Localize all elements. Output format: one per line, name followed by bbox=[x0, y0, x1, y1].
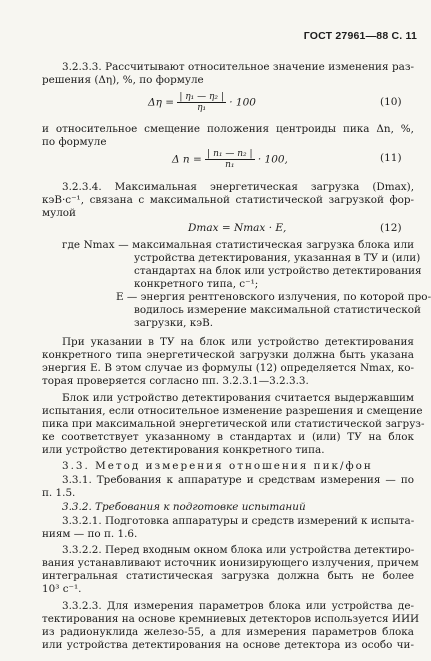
text-line: тектирования на основе кремниевых детекторов используется ИИИ bbox=[42, 613, 420, 625]
text-line: мулой bbox=[42, 207, 76, 219]
text-line: конкретного типа энергетической загрузки должна быть указана bbox=[42, 349, 414, 361]
text-line: Блок или устройство детектирования считается выдержавшим bbox=[62, 392, 414, 404]
text-line: интегральная статистическая загрузка должна быть не более bbox=[42, 570, 414, 582]
formula-11-fraction bbox=[205, 149, 254, 170]
text-line: п. 1.5. bbox=[42, 487, 76, 499]
text-line: где Nmax — максимальная статистическая загрузка блока или bbox=[62, 239, 414, 251]
formula-12-number: (12) bbox=[380, 222, 402, 234]
text-line: вания устанавливают источник ионизирующего излучения, причем bbox=[42, 557, 419, 569]
text-line: пика при максимальной энергетической или статистической загруз- bbox=[42, 418, 425, 430]
formula-11-number: (11) bbox=[380, 152, 402, 164]
formula-10 bbox=[148, 92, 256, 113]
formula-12: Dmax = Nmax · E, bbox=[188, 222, 287, 234]
text-line: испытания, если относительное изменение разрешения и смещение bbox=[42, 405, 423, 417]
text-line: 3.2.3.4. Максимальная энергетическая загрузка (Dmax), bbox=[62, 181, 414, 193]
text-line: стандартах на блок или устройство детектирования bbox=[134, 265, 422, 277]
formula-10-fraction bbox=[177, 92, 226, 113]
text-line: загрузки, кэВ. bbox=[134, 317, 214, 329]
formula-10-denominator: η₁ bbox=[197, 103, 207, 113]
formula-11-denominator: n₁ bbox=[225, 160, 235, 170]
text-line: 3.3.2.1. Подготовка аппаратуры и средств измерений к испыта- bbox=[62, 515, 415, 527]
text-line: из радионуклида железо-55, а для измерения параметров блока bbox=[42, 626, 414, 638]
formula-11-lhs: Δ n = bbox=[172, 153, 202, 166]
formula-11-numerator: | n₁ — n₂ | bbox=[207, 149, 253, 159]
text-line: 3.2.3.3. Рассчитывают относительное значение изменения раз- bbox=[62, 61, 414, 73]
formula-10-number: (10) bbox=[380, 96, 402, 108]
text-line: ке соответствует указанному в стандартах и (или) ТУ на блок bbox=[42, 431, 414, 443]
formula-10-numerator: | η₁ — η₂ | bbox=[179, 92, 224, 102]
text-line: E — энергия рентгеновского излучения, по которой про- bbox=[116, 291, 431, 303]
text-line: решения (Δη), %, по формуле bbox=[42, 74, 204, 86]
text-line: 10³ с⁻¹. bbox=[42, 583, 82, 595]
section-heading: 3.3. Метод измерения отношения пик/фон bbox=[62, 460, 373, 472]
text-line: энергия E. В этом случае из формулы (12) определяется Nmax, ко- bbox=[42, 362, 414, 374]
text-line: ниям — по п. 1.6. bbox=[42, 528, 138, 540]
text-line: и относительное смещение положения центроиды пика Δn, %, bbox=[42, 123, 414, 135]
text-line: 3.3.2.3. Для измерения параметров блока или устройства де- bbox=[62, 600, 414, 612]
formula-10-lhs: Δη = bbox=[148, 96, 175, 109]
text-line: устройства детектирования, указанная в ТУ и (или) bbox=[134, 252, 421, 264]
text-line: или устройство детектирования конкретного типа. bbox=[42, 444, 325, 456]
formula-11-rhs: · 100, bbox=[257, 153, 288, 166]
text-line: или устройства детектирования на основе детектора из особо чи- bbox=[42, 639, 414, 651]
text-line: торая проверяется согласно пп. 3.2.3.1—3.2.3.3. bbox=[42, 375, 309, 387]
text-line: кэВ·с⁻¹, связана с максимальной статистической загрузкой фор- bbox=[42, 194, 414, 206]
page-header: ГОСТ 27961—88 С. 11 bbox=[303, 30, 417, 42]
text-line: конкретного типа, с⁻¹; bbox=[134, 278, 259, 290]
text-line: При указании в ТУ на блок или устройство детектирования bbox=[62, 336, 414, 348]
text-line: по формуле bbox=[42, 136, 107, 148]
text-line: 3.3.2.2. Перед входным окном блока или устройства детектиро- bbox=[62, 544, 415, 556]
text-line: водилось измерение максимальной статистической bbox=[134, 304, 421, 316]
formula-10-rhs: · 100 bbox=[229, 96, 256, 109]
text-line: 3.3.1. Требования к аппаратуре и средствам измерения — по bbox=[62, 474, 414, 486]
formula-11 bbox=[172, 149, 288, 170]
subsection-heading: 3.3.2. Требования к подготовке испытаний bbox=[62, 501, 306, 513]
